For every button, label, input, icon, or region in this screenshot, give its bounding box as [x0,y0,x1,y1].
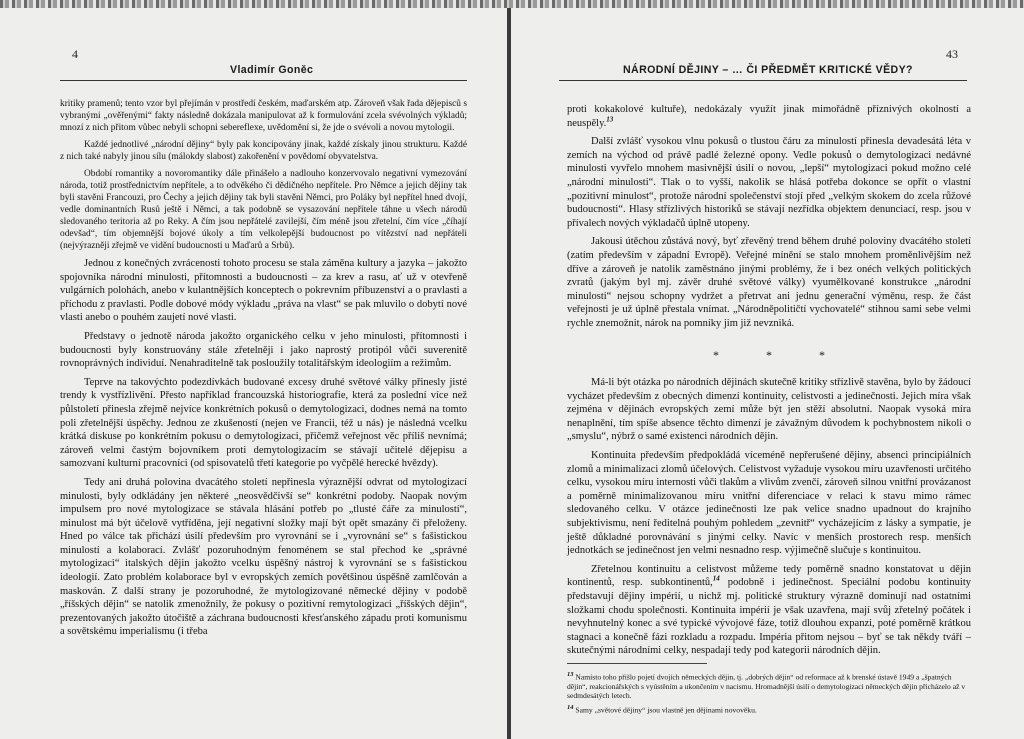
paragraph-text: Teprve na takovýchto podezdívkách budované excesy druhé světové války přinesly jisté trendy k vystřízlivění. Přesto například francouzská historiografie, která za poslední více než půlstoletí přinesla zřejmě nejvíce konkrétních pokusů o demytologizaci, dodnes nemá na tomto poli zřetelnější úspěchy. Jednou ze zkušeností (nejen ve Francii, též u nás) je následná vcelku krátká diskuse po konkrétním pokusu o demytologizaci, přičemž veřejnost věc příliš nevnímá; zároveň velmi častým bojovníkem proti demytologizacím se stávají učitelé dějepisu a samozvaní kulturní pracovníci (od spisovatelů třetí kategorie po vyčpělé herecké hvězdy). [60,376,467,470]
right-header-rule [559,80,967,81]
footnote-reference[interactable]: 13 [606,115,614,124]
paragraph [567,235,971,330]
footnotes [567,670,971,717]
paragraph [567,449,971,558]
section-separator: * * * [713,347,847,362]
paragraph [60,168,467,252]
paragraph-text: Jakousi útěchou zůstává nový, byť zřevěný trend během druhé poloviny dvacátého století (zatím především v západní Evropě). Veřejné mínění se stalo mnohem proměnlivějším než dříve a zároveň je natolik zaměstnáno jinými problémy, že i bez onéch velkých politických zvratů (jakým byl mj. závěr druhé světové války) vyumělkované konstrukce „národní minulosti“ nejsou schopny vydržet a přetrvat ani jednu generační výměnu, resp. že část veřejnosti je už úplně přestala vnímat. „Národněpolitičtí vychovatelé“ stihnou sami sebe velmi rychle znemožnit, nárok na pomníky jim již nevzniká. [567,236,971,329]
paragraph [567,135,971,230]
paragraph-text: Představy o jednotě národa jakožto organického celku v jeho minulosti, přítomnosti i budoucnosti byly konstruovány stále zřetelněji i jako naprostý protipól vůči suverenitě rovnoprávných individuí. Nenahraditelně tak posloužily totalitářským ideologiím a režimům. [60,330,467,370]
paragraph [60,376,467,471]
paragraph-text: Kontinuita především předpokládá víceméně nepřerušené dějiny, absenci principiálních zlomů a minimalizaci zlomů účelových. Celistvost vyžaduje vysokou míru uzavřenosti určitého celku, vysokou míru internosti vůči tlakům a vlivům zvenčí, zároveň silnou vnitřní provázanost a poměrně minimalizovanou míru vnitřní diferenciace v relaci k stavu mimo rámec sledovaného celku. V otázce jedinečnosti lze pak velice snadno upadnout do krajního subjektivismu, není ředitelná pouhým pohledem „zevnitř“ vycházejícím z lásky a sympatie, je ještě důkladné porovnávání s jinými celky. Navíc v menších prostorech resp. menších jednotkách se jedinečnost jen velmi nesnadno resp. výjimečně slučuje s kontinuitou. [567,450,971,557]
paragraph-text: Další zvlášť vysokou vlnu pokusů o tlustou čáru za minulostí přinesla devadesátá léta v zemích na východ od právě padlé železné opony. Vedle pokusů o demytologizaci nedávné minulosti vyvřelo mnohem masivnější úsilí o novou, „lepší“ mytologizaci pokud možno celé „národní minulosti“. Tlak o to vyšší, nakolik se hlásá potřeba dokonce se opřít o vlastní „pozitivní minulost“, protože národní společenství stojí před „velkým skokem do zcela růžové budoucnosti“. Hlasy střízlivých historiků se stávají nezřídka objektem denunciací, resp. jsou v přívalech nových výkladačů úplně utopeny. [567,136,971,229]
paragraph [60,257,467,325]
paragraph-text: Každé jednotlivé „národní dějiny“ byly pak koncipovány jinak, každé získaly jinou strukturu. Každé z nich také nabyly jinou sílu (málokdy slabost) zakořenění v povědomí obyvatelstva. [60,140,467,162]
left-page-number: 4 [72,47,78,61]
left-header-rule [60,80,467,81]
footnote [567,703,971,715]
top-scan-strip [0,0,1024,8]
right-running-head: NÁRODNÍ DĚJINY – … ČI PŘEDMĚT KRITICKÉ VĚDY? [623,64,913,76]
paragraph [567,376,971,444]
right-page [511,8,1024,739]
footnote-number: 13 [567,671,574,678]
paragraph-text-tail: podobně i jedinečnost. Speciální podobu kontinuity představují dějiny impérií, u nichž mj. politické struktury výrazně dominují nad ostatními složkami chodu společnosti. Kontinuita impérií je však uzavřena, mají svůj zřetelný počátek i nevyhnutelný konec a své typické vývojové fáze, totiž dlouhou expanzi, poté poměrně krátkou stagnaci a konečně fázi rozkladu a rozpadu. Impéria přitom nejsou – byť se tak někdy tváří – skutečnými národními celky, nespadají tedy pod kategorii národních dějin. [567,577,972,657]
paragraph-text: kritiky pramenů; tento vzor byl přejímán v prostředí českém, maďarském atp. Zároveň však řada dějepisců s vybranými „ověřenými“ fakty následně dokázala manipulovat až k formulování zcela svévolných výkladů; mnozí z nich přitom vůbec nebyli schopni sebereflexe, uvědomění si, že jde o svévoli a novou mytologii. [60,99,467,133]
footnote-text: Samy „světové dějiny“ jsou vlastně jen dějinami novověku. [573,705,757,715]
footnote-reference[interactable]: 14 [712,574,720,583]
paragraph [60,139,467,163]
right-body-text [567,103,971,663]
paragraph-text: Tedy ani druhá polovina dvacátého století nepřinesla výraznější odvrat od mytologizací minulosti, byly odkládány jen některé „neosvědčivší se“ konkrétní podoby. Naopak novým impulsem pro nové mytologizace se stávala hlásání potřeb po „tlusté čáře za minulostí“, minulost má být účelově vytříděna, její negativní složky mají být opět smazány či přeloženy. Hned po válce tak přichází úsilí především pro vyrovnání se i „vyrovnání se“ s fašistickou minulostí a kolaborací. Zvlášť pozoruhodným fenoménem se stal přechod ke „správné mytologizaci“ italských dějin jakožto vcelku úspěšný nástroj k vyrovnání se s fašistickou ideologií. Zato problém kolaborace byl v evropských zemích povětšinou úspěšně zamlčován a maskován. Z další strany je pozoruhodné, že mytologizované německé dějiny v podobě „říšských dějin“ se natolik zmenožnily, že pokusy o pozitivní remytologizaci „říšských dějin“, prezentovaných jakožto útočiště a záchrana budoucnosti křesťanského západu proti komunismu a sovětskému imperialismu (i třeba [60,476,467,638]
footnote-rule [567,663,707,664]
paragraph [60,330,467,371]
paragraph [60,98,467,134]
footnote-text: Namísto toho přišlo pojetí dvojích německých dějin, tj. „dobrých dějin“ od reformace až k brenské ústavě 1949 a „špatných dějin“, reakcionářských s vyústěním a ukončením v nacismu. Hromadnější úsilí o demytologizaci německých dějin přicházelo až v sedmdesátých letech. [567,672,966,701]
left-page [0,8,507,739]
paragraph-text: Jednou z konečných zvrácenosti tohoto procesu se stala záměna kultury a jazyka – jakožto spojovníka národní minulosti, přítomnosti a budoucnosti – za krev a rasu, ať už v otevřeně vulgárních polohách, anebo v kulantnějších konceptech o pokrevním příbuzenství a o pravlasti a příchodu z pravlasti. Podle dobové módy výkladu „práva na vlast“ se pak mluvilo o dobytí nové vlasti anebo o pouhém zaujetí nové vlasti. [60,258,467,324]
paragraph [567,103,971,130]
paragraph-text: Období romantiky a novoromantiky dále přinášelo a nadlouho konzervovalo negativní vymezování národa, totiž prostřednictvím nepřítele, a to odvěkého či dědičného nepřítele. Pro Němce a jejich dějiny tak byli stavěni Francouzi, pro Čechy a jejich dějiny tak byli stavěni Němci, pro Poláky byl nepřítel hned dvojí, vedle dominantních Rusů ještě i Němci, a tak podobně se vysazování nepřítele táhne u všech národů sledovaného teritoria až po Reky. A čím jsou nepřátelé zavilejší, čím méně jsou zřetelní, čím více „číhají odevšad“, tím objemnější bojové úkoly a tím velkolepější budoucnost po vítězství nad nepřáteli (nejvýrazněji zřejmě ve vidění budoucnosti u Maďarů a Srbů). [60,169,467,251]
footnote-number: 14 [567,703,574,711]
left-running-head: Vladimír Goněc [230,64,314,76]
paragraph [567,563,971,658]
paragraph-text: Zřetelnou kontinuitu a celistvost můžeme tedy poměrně snadno konstatovat u dějin kontinentů, resp. subkontinentů, [567,563,971,589]
footnote [567,670,971,701]
left-body-text [60,98,467,644]
paragraph-text: proti kokakolové kultuře), nedokázaly využít jinak mimořádně příznivých okolností a neuspěly. [567,104,971,129]
paragraph-text: Má-li být otázka po národních dějinách skutečně kritiky střízlivě stavěna, bylo by žádoucí vycházet především z obecných dimenzí kontinuity, celistvosti a jedinečnosti. Jejich míra však zejména v dějinách evropských zemí může být jen stěží absolutní. Naopak vysoká míra nenaplnění, tím spíše absence těchto dimenzí je závažným důvodem k pochybnostem nikoli o „smyslu“, nýbrž o samé existenci národních dějin. [567,377,971,443]
paragraph [60,476,467,639]
right-page-number: 43 [946,47,958,61]
